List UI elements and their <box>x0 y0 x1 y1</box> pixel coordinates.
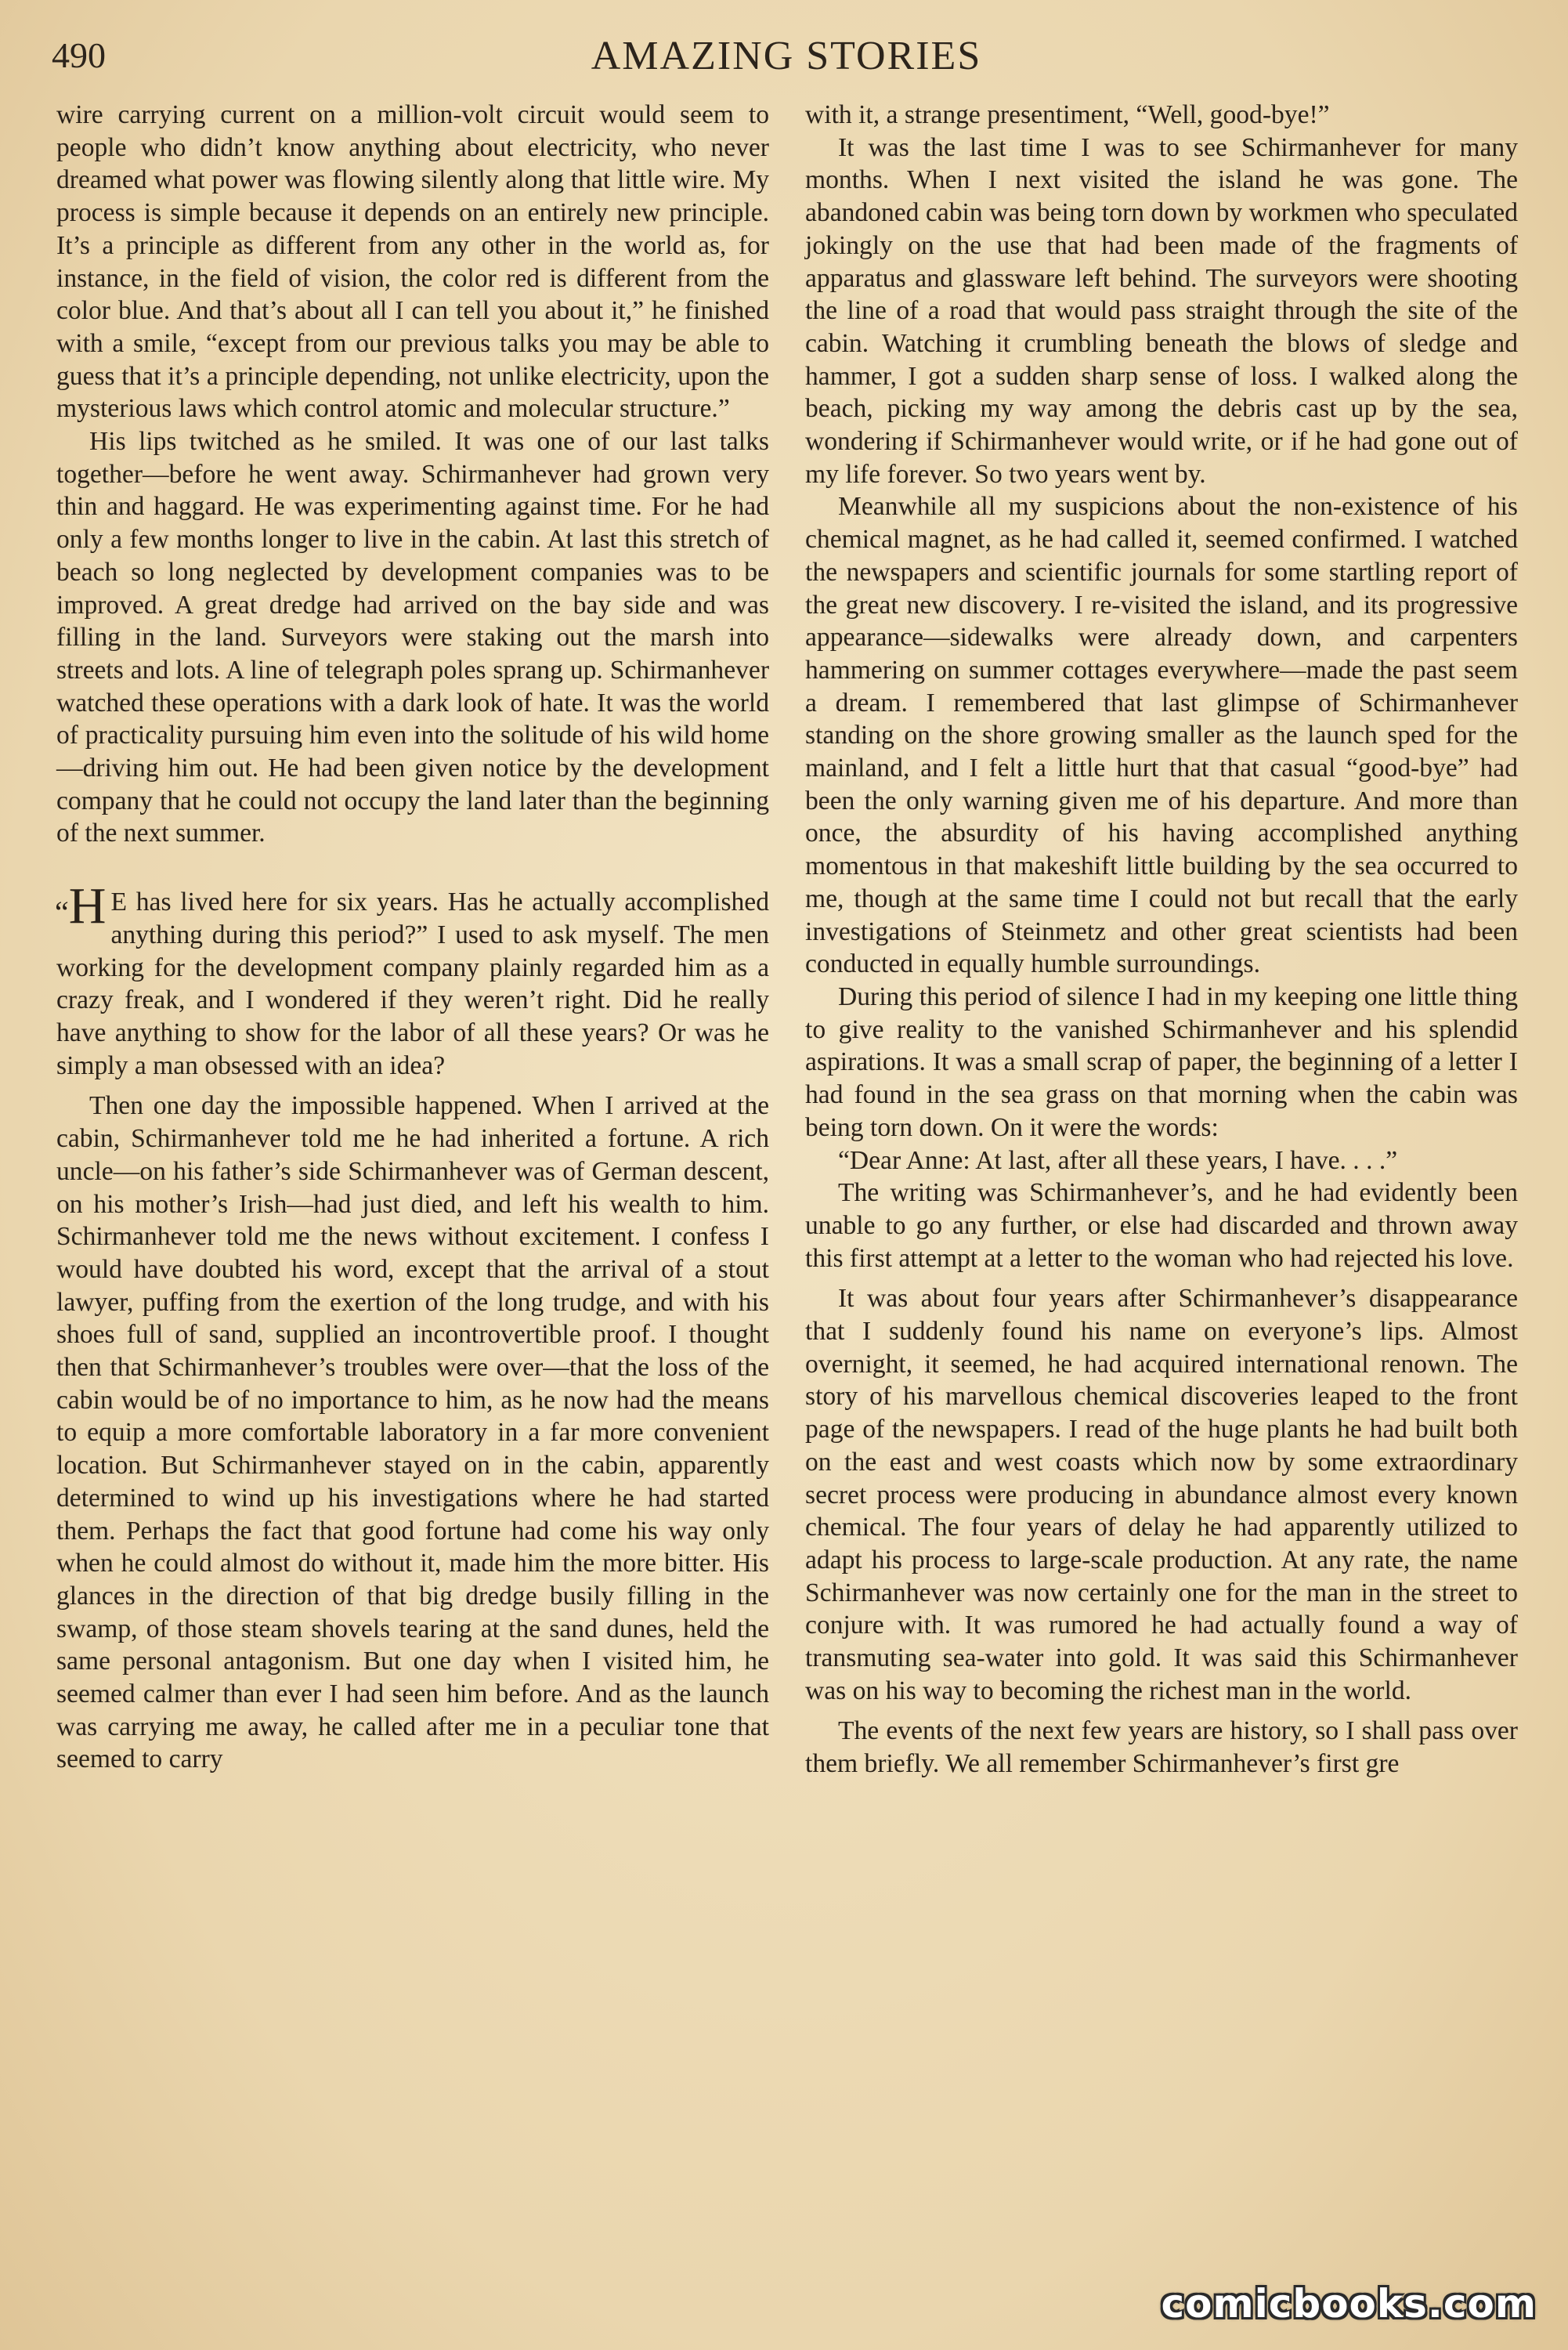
right-paragraph-4: During this period of silence I had in my keeping one little thing to give reality to the vanished Schirmanhever and his splendid aspirations. It was a small scrap of paper, the beginning of a letter I had found in the sea grass on that morning when the cabin was being torn down. On it were the words: <box>805 982 1518 1142</box>
page-header <box>52 28 1521 83</box>
drop-cap <box>55 877 107 935</box>
site-watermark: comicbooks.com <box>1161 2281 1537 2326</box>
left-paragraph-3 <box>55 877 769 1082</box>
right-paragraph-3: Meanwhile all my suspicions about the non-existence of his chemical magnet, as he had called it, seemed confirmed. I watched the newspapers and scientific journals for some startling report of the great new discovery. I re-visited the island, and its progressive appearance—sidewalks were already down, and carpenters hammering on summer cottages everywhere—made the past seem a dream. I remembered that last glimpse of Schirmanhever standing on the shore growing smaller as the launch sped for the mainland, and I felt a little hurt that that casual “good-bye” had been the only warning given me of his departure. And more than once, the absurdity of his having accomplished anything momentous in that makeshift little building by the sea occurred to me, though at the same time I could not but recall that the early investigations of Steinmetz and other great scientists had been conducted in equally humble surroundings. <box>805 492 1518 979</box>
left-paragraph-1: wire carrying current on a million-volt circuit would seem to people who didn’t know anything about electricity, who never dreamed what power was flowing silently along that little wire. My process is simple because it depends on an entirely new principle. It’s a principle as different from any other in the world as, for instance, in the field of vision, the color red is different from the color blue. And that’s about all I can tell you about it,” he finished with a smile, “except from our previous talks you may be able to guess that it’s a principle depending, not unlike electricity, upon the mysterious laws which control atomic and molecular structure.” <box>56 100 769 424</box>
running-title: AMAZING STORIES <box>591 34 982 78</box>
drop-cap-letter: H <box>68 877 107 935</box>
drop-cap-quote: “ <box>55 895 69 931</box>
right-paragraph-6: The writing was Schirmanhever’s, and he had evidently been unable to go any further, or else had discarded and thrown away this first attempt at a letter to the woman who had rejected his love. <box>805 1178 1518 1273</box>
left-paragraph-2: His lips twitched as he smiled. It was one of our last talks together—before he went away. Schirmanhever had grown very thin and haggard. He was experimenting against time. For he had only a few months longer to live in the cabin. At last this stretch of beach so long neglected by development companies was to be improved. A great dredge had arrived on the bay side and was filling in the land. Surveyors were staking out the marsh into streets and lots. A line of telegraph poles sprang up. Schirmanhever watched these operations with a dark look of hate. It was the world of practicality pursuing him even into the solitude of his wild home—driving him out. He had been given notice by the development company that he could not occupy the land later than the beginning of the next summer. <box>56 427 769 848</box>
right-paragraph-1: with it, a strange presentiment, “Well, good-bye!” <box>805 100 1330 129</box>
right-paragraph-2: It was the last time I was to see Schirmanhever for many months. When I next visited the island he was gone. The abandoned cabin was being torn down by workmen who speculated jokingly on the use that had been made of the fragments of apparatus and glassware left behind. The surveyors were shooting the line of a road that would pass straight through the site of the cabin. Watching it crumbling beneath the blows of sledge and hammer, I got a sudden sharp sense of loss. I walked along the beach, picking my way among the debris cast up by the sea, wondering if Schirmanhever would write, or if he had gone out of my life forever. So two years went by. <box>805 132 1518 489</box>
right-column <box>805 99 1518 1781</box>
right-paragraph-5: “Dear Anne: At last, after all these years, I have. . . .” <box>838 1145 1398 1175</box>
left-paragraph-3-text: E has lived here for six years. Has he actually accomplished anything during this period?” I used to ask myself. The men working for the development company plainly regarded him as a crazy freak, and I wondered if they weren’t right. Did he really have anything to show for the labor of all these years? Or was he simply a man obsessed with an idea? <box>56 888 769 1080</box>
left-column <box>56 99 769 1776</box>
page-number: 490 <box>52 35 106 75</box>
left-paragraph-4: Then one day the impossible happened. When I arrived at the cabin, Schirmanhever told me he had inherited a fortune. A rich uncle—on his father’s side Schirmanhever was of German descent, on his mother’s Irish—had just died, and left his wealth to him. Schirmanhever told me the news without excitement. I confess I would have doubted his word, except that the arrival of a stout lawyer, puffing from the exertion of the long trudge, and with his shoes full of sand, supplied an incontrovertible proof. I thought then that Schirmanhever’s troubles were over—that the loss of the cabin would be of no importance to him, as he now had the means to equip a more comfortable laboratory in a far more convenient location. But Schirmanhever stayed on in the cabin, apparently determined to wind up his investigations where he had started them. Perhaps the fact that good fortune had come his way only when he could almost do without it, made him the more bitter. His glances in the direction of that big dredge busily filling in the swamp, of those steam shovels tearing at the sand dunes, held the same personal antagonism. But one day when I visited him, he seemed calmer than ever I had seen him before. And as the launch was carrying me away, he called after me in a peculiar tone that seemed to carry <box>56 1091 769 1774</box>
right-paragraph-7: It was about four years after Schirmanhever’s disappearance that I suddenly found his name on everyone’s lips. Almost overnight, it seemed, he had acquired international renown. The story of his marvellous chemical discoveries leaped to the front page of the newspapers. I read of the huge plants he had built both on the east and west coasts which now by some extraordinary secret process were producing in abundance almost every known chemical. The four years of delay he had apparently utilized to adapt his process to large-scale production. At any rate, the name Schirmanhever was now certainly one for the man in the street to conjure with. It was rumored he had actually found a way of transmuting sea-water into gold. It was said this Schirmanhever was on his way to becoming the richest man in the world. <box>805 1284 1518 1705</box>
right-paragraph-8: The events of the next few years are history, so I shall pass over them briefly. We all remember Schirmanhever’s first gre <box>805 1716 1518 1779</box>
